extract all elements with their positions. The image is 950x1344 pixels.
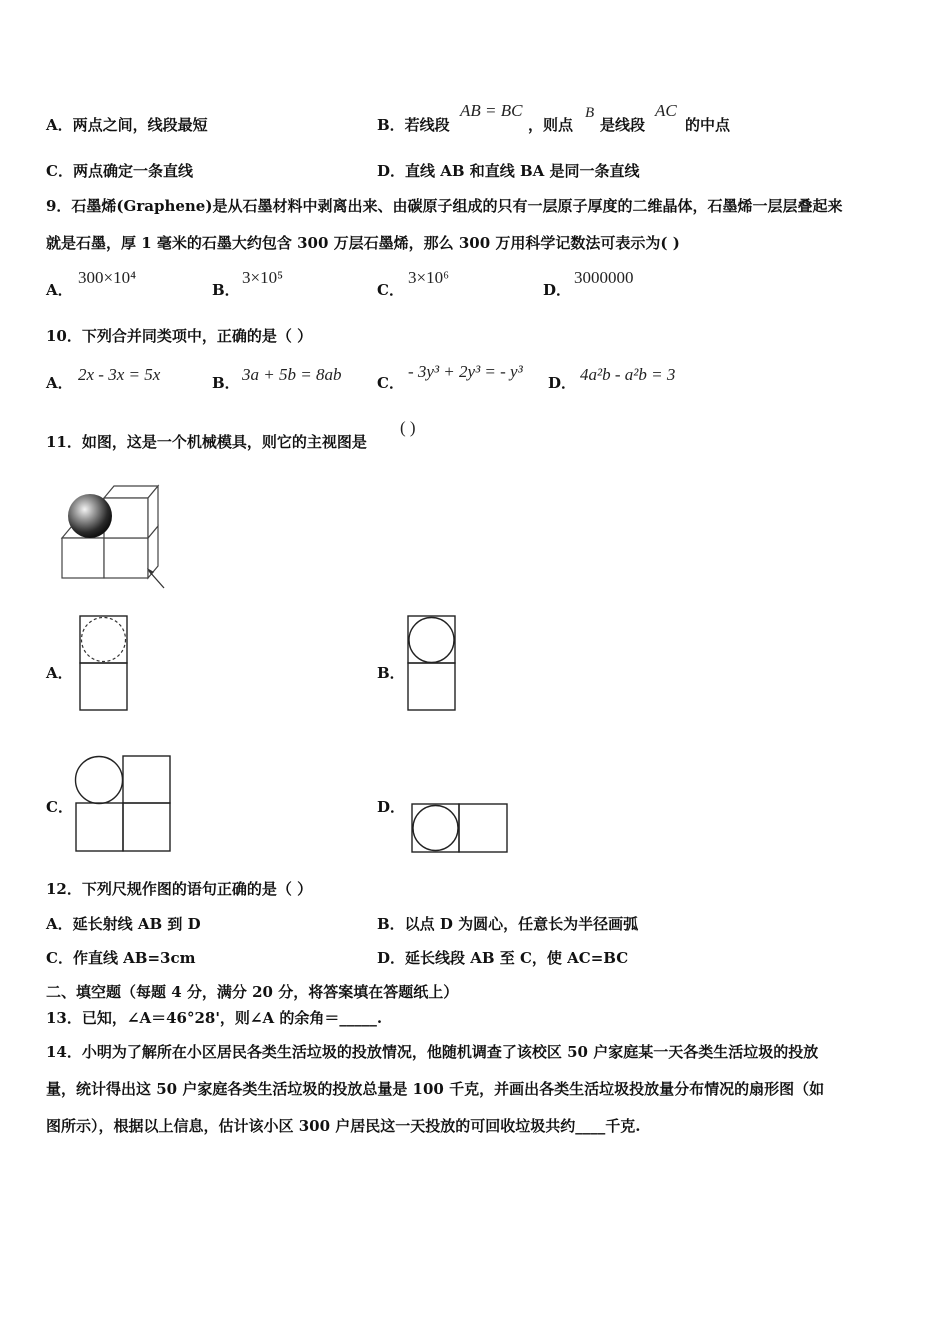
q8-option-b-text2: 是线段 <box>600 116 646 134</box>
q9-option-c-value: 3×10⁶ <box>408 268 450 287</box>
q10-option-a-label: A． <box>46 374 73 392</box>
q9-stem-line1: 9．石墨烯(Graphene)是从石墨材料中剥离出来、由碳原子组成的只有一层原子厚度的二维晶体，石墨烯一层层叠起来 <box>46 197 843 215</box>
q8-option-b-segment: AC <box>655 101 677 120</box>
q8-option-b-label: B．若线段 <box>377 116 450 134</box>
q14-line3: 图所示），根据以上信息，估计该小区 300 户居民这一天投放的可回收垃圾共约____千克. <box>46 1117 641 1135</box>
q13-text: 13．已知，∠A＝46°28'，则∠A 的余角＝_____. <box>46 1009 383 1027</box>
q12-option-c: C．作直线 AB=3cm <box>46 949 196 967</box>
q8-option-b-equation: AB = BC <box>460 101 523 120</box>
q10-option-c-label: C． <box>377 374 404 392</box>
q11-stem: 11．如图，这是一个机械模具，则它的主视图是 <box>46 433 367 451</box>
q11-option-b-figure <box>407 615 457 712</box>
q8-option-b-end: 的中点 <box>685 116 731 134</box>
q9-option-b-label: B． <box>212 281 240 299</box>
q12-option-a: A．延长射线 AB 到 D <box>46 915 201 933</box>
q10-stem: 10．下列合并同类项中，正确的是（ ） <box>46 327 313 345</box>
q11-option-a-label: A． <box>46 664 73 682</box>
sphere-shape <box>68 494 112 538</box>
q11-option-d-figure <box>411 803 509 854</box>
q8-option-c: C．两点确定一条直线 <box>46 162 193 180</box>
q11-option-b-label: B． <box>377 664 405 682</box>
q9-option-a-value: 300×10⁴ <box>78 268 137 287</box>
q9-option-b-value: 3×10⁵ <box>242 268 284 287</box>
q9-stem-line2: 就是石墨，厚 1 毫米的石墨大约包含 300 万层石墨烯，那么 300 万用科学记数法可表示为( ) <box>46 234 680 252</box>
q9-option-d-label: D． <box>543 281 572 299</box>
q9-option-c-label: C． <box>377 281 404 299</box>
q11-option-c-figure <box>74 755 172 853</box>
q12-option-b: B．以点 D 为圆心，任意长为半径画弧 <box>377 915 639 933</box>
q8-option-a: A．两点之间，线段最短 <box>46 116 208 134</box>
q9-option-a-label: A． <box>46 281 73 299</box>
q12-option-d: D．延长线段 AB 至 C，使 AC=BC <box>377 949 629 967</box>
q10-option-c-value: - 3y³ + 2y³ = - y³ <box>408 362 523 381</box>
q9-option-d-value: 3000000 <box>574 268 634 287</box>
q8-option-d: D．直线 AB 和直线 BA 是同一条直线 <box>377 162 640 180</box>
q10-option-d-label: D． <box>548 374 577 392</box>
q11-option-d-label: D． <box>377 798 406 816</box>
q12-stem: 12．下列尺规作图的语句正确的是（ ） <box>46 880 313 898</box>
q10-option-b-value: 3a + 5b = 8ab <box>242 365 342 384</box>
section-heading: 二、填空题（每题 4 分，满分 20 分，将答案填在答题纸上） <box>46 983 459 1001</box>
q8-option-b-text: ，则点 <box>528 116 574 134</box>
mold-figure <box>52 478 172 593</box>
q11-option-c-label: C． <box>46 798 73 816</box>
q11-answer-paren: ( ) <box>400 418 416 437</box>
q10-option-b-label: B． <box>212 374 240 392</box>
q11-option-a-figure <box>79 615 129 712</box>
q8-option-b-point: B <box>585 105 595 121</box>
q10-option-d-value: 4a²b - a²b = 3 <box>580 365 676 384</box>
q14-line1: 14．小明为了解所在小区居民各类生活垃圾的投放情况，他随机调查了该校区 50 户家庭某一天各类生活垃圾的投放 <box>46 1043 819 1061</box>
q14-line2: 量，统计得出这 50 户家庭各类生活垃圾的投放总量是 100 千克，并画出各类生活垃圾投放量分布情况的扇形图（如 <box>46 1080 825 1098</box>
q10-option-a-value: 2x - 3x = 5x <box>78 365 161 384</box>
